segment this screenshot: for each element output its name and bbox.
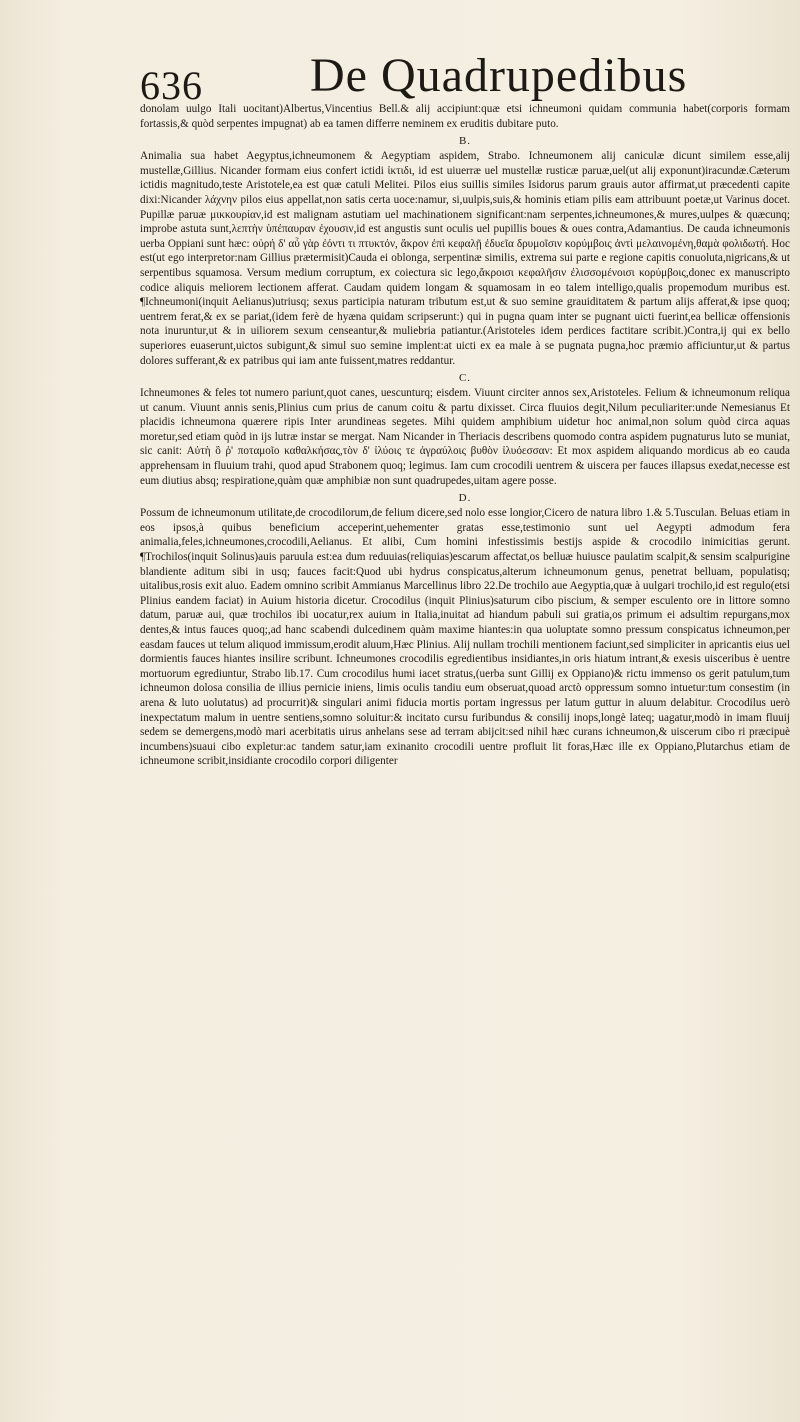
paragraph-section-c: Ichneumones & feles tot numero pariunt,quot canes, uescunturq; eisdem. Viuunt circiter annos sex,Aristoteles. Felium & ichneumonum reliqua ut canum. Viuunt annis senis,Plinius cum prius de canum coitu & partu dixisset. Circa fluuios degit,Nilum peculiariter:unde Nemesianus Et placidis ichneumona quærere ripis Inter arundineas segetes. Mihi quidem amphibium uidetur hoc animal,non solum quòd circa aquas moretur,sed etiam quòd in ijs lutræ instar se mergat. Nam Nicander in Theriacis describens quomodo contra aspidem pugnaturus luto se muniat, sic canit: Αὐτὴ ὃ ῥ' ποταμοῖο καθαλκήσας,τὸν δ' ἰλύοις τε ἀγραύλοις βυθὸν ἰλυόεσσαν: Et mox aspidem aliquando mordicus ab eo cauda apprehensam in fluuium trahi, quod apud Strabonem quoq; legimus. Iam cum crocodili uentrem & uiscera per fauces illapsus exedat,necesse est eum diutius absq; respiratione,quàm quæ amphibiæ non sunt quadrupedes,uitam agere posse. [140,387,790,487]
section-letter-d: D. [458,492,472,505]
section-letter-c: C. [458,372,472,385]
paragraph-continuation: donolam uulgo Itali uocitant)Albertus,Vincentius Bell.& alij accipiunt:quæ etsi ichneumoni quidam communia habet(corporis formam fortassis,& quòd serpentes impugnat) ab ea tamen differre neminem ex eruditis dubitare puto. [140,103,790,130]
paragraph-section-b: Animalia sua habet Aegyptus,ichneumonem & Aegyptiam aspidem, Strabo. Ichneumonem alij caniculæ dicunt similem esse,alij mustellæ,Gillius. Nicander formam eius confert ictidi ἰκτιδι, id est uiuerræ uel mustellæ rusticæ paruæ,uel(ut alij exponunt)iracundæ.Cæterum ictidis magnitudo,teste Aristotele,ea est quæ catuli Melitei. Pilos eius suillis similes Isidorus parum grauis autor affirmat,ut præcedenti capite dixi:Nicander λάχνην pilos eius appellat,non satis certa uoce:namur, si,uulpis,suis,& hominis etiam pilis eam attribuunt poetæ,ut Varinus docet. Pupillæ paruæ μικκουρίαν,id est malignam astutiam uel machinationem significant:nam serpentes,ichneumones,& mures,uulpes & quæcunq; improbe astuta sunt,λεπτὴν ὑπέπαυραν ἐχουσιν,id est angustis sunt oculis uel pupillis boues & oues contra,Adamantius. De cauda ichneumonis uerba Oppiani sunt hæc: οὐρή δ' αὖ γὰρ ἐόντι τι πτυκτόν, ἄκρον ἐπὶ κεφαλῇ ἐδυεῖα δρυμοῖσιν κορύμβοις ἀντὶ μελαινομένη,θαμὰ φολιδωτή. Hoc est(ut ego interpretor:nam Gillius prætermisit)Cauda ei oblonga, serpentinæ similis, extrema sui parte e regione capitis conuoluta,nigricans,& ut serpentibus squamosa. Versum medium corruptum, ex coiectura sic lego,ἄκροισι κεφαλῆσιν ἐλισσομένοισι κορύμβοις,donec ex manuscripto codice aliquis meliorem lectionem afferat. Caudam quidem longam & squamosam in eo talem intelligo,qualis propemodum muribus est. ¶Ichneumoni(inquit Aelianus)utriusq; sexus participia naturam tributum est,ut & suo semine grauiditatem & partum alijs afferat,& ipse quoq; uentrem ferat,& ex se pariat,(idem ferè de hyæna quidam scripserunt:) qui in pugna quam inter se pugnant uicti fuerint,ea bellicæ offensionis nota inuruntur,ut & in uiliorem sexum censeantur,& muliebria patiantur.(Aristoteles idem perdices factitare scribit.)Contra,ij qui ex bello superiores euaserunt,uictos subigunt,& simul suo semine implent:at uicti ex ea male à se pugnata pugna,hoc præmio afficiuntur,ut & partus dolores sufferant,& ex patribus qui iam ante fuissent,matres reddantur. [140,150,790,367]
section-letter-b: B. [458,135,472,148]
page-body [140,102,790,769]
page-header [140,48,700,108]
running-title: De Quadrupedibus [310,49,688,102]
paragraph-section-d: Possum de ichneumonum utilitate,de crocodilorum,de felium dicere,sed nolo esse longior,Cicero de natura libro 1.& 5.Tusculan. Beluas etiam in eos ipsos,à quibus beneficium acceperint,uehementer gratas esse,testimonio sunt uel Aegypti admodum fera animalia,feles,ichneumones,crocodili,Aelianus. Et alibi, Cum homini infestissimis bestijs aspide & crocodilo inimicitias gerunt. ¶Trochilos(inquit Solinus)auis paruula est:ea dum reduuias(reliquias)escarum affectat,os belluæ huiusce paulatim scalpit,& sensim scalpurigine blandiente aditum sibi in usq; fauces facit:Quod ubi hydrus conspicatus,alterum ichneumonum genus, penetrat belluam, populatisq; uitalibus,rosis exit aluo. Eadem omnino scribit Ammianus Marcellinus libro 22.De trochilo aue Aegyptia,quæ à uulgari trochilo,id est regulo(etsi Plinius eandem faciat) in Auium historia dicetur. Crocodilus (inquit Plinius)saturum cibo piscium, & semper esculento ore in littore somno datum, paruæ aui, quæ trochilos ibi uocatur,rex auium in Italia,inuitat ad hiandum pabuli sui gratia,os primum ei adsultim repurgans,mox dentes,& intus fauces quoq;,ad hanc scabendi dulcedinem quàm maxime hiantes:in qua uoluptate somno pressum conspicatus ichneumon,per easdam fauces ut telum aliquod immissum,erodit aluum,Hæc Plinius. Alij nullam trochili mentionem faciunt,sed simpliciter in apricantis eius uel dormientis fauces hiantes insilire scribunt. Ichneumones crocodilis egredientibus insidiantes,in oris hiatum intrant,& exesis uisceribus è uentre mortuorum egrediuntur, Strabo lib.17. Cum crocodilus humi iacet stratus,(uerba sunt Gillij ex Oppiano)& rictu immenso os gerit patulum,tum ichneumon dolosa consilia de illius pernicie iniens, limis oculis tandiu eum obseruat,quoad arctò oppressum somno intuetur:tum consestim (in arena & luto uolutatus) ad procurrit)& singulari animi fiducia mortis portam ingressus per latum guttur in aluum delabitur. Crocodilus uerò inexpectatum malum in uentre sentiens,somno soluitur:& incitato cursu furibundus & consilij inops,longè lateq; uagatur,modò in imam fluuij sedem se demergens,modò mari acerbitatis uirus anhelans sese ad terram abijcit:sed nihil hæc curans ichneumon,& uiscerum cibo ri præcipuè incumbens)suaui cibo expletur:ac tandem satur,iam exinanito crocodili uentre profluit lit foras,Hæc ille ex Oppiano,Plutarchus etiam de ichneumone scribit,insidiante crocodilo corpori diligenter [140,507,790,768]
page-number: 636 [140,63,203,108]
